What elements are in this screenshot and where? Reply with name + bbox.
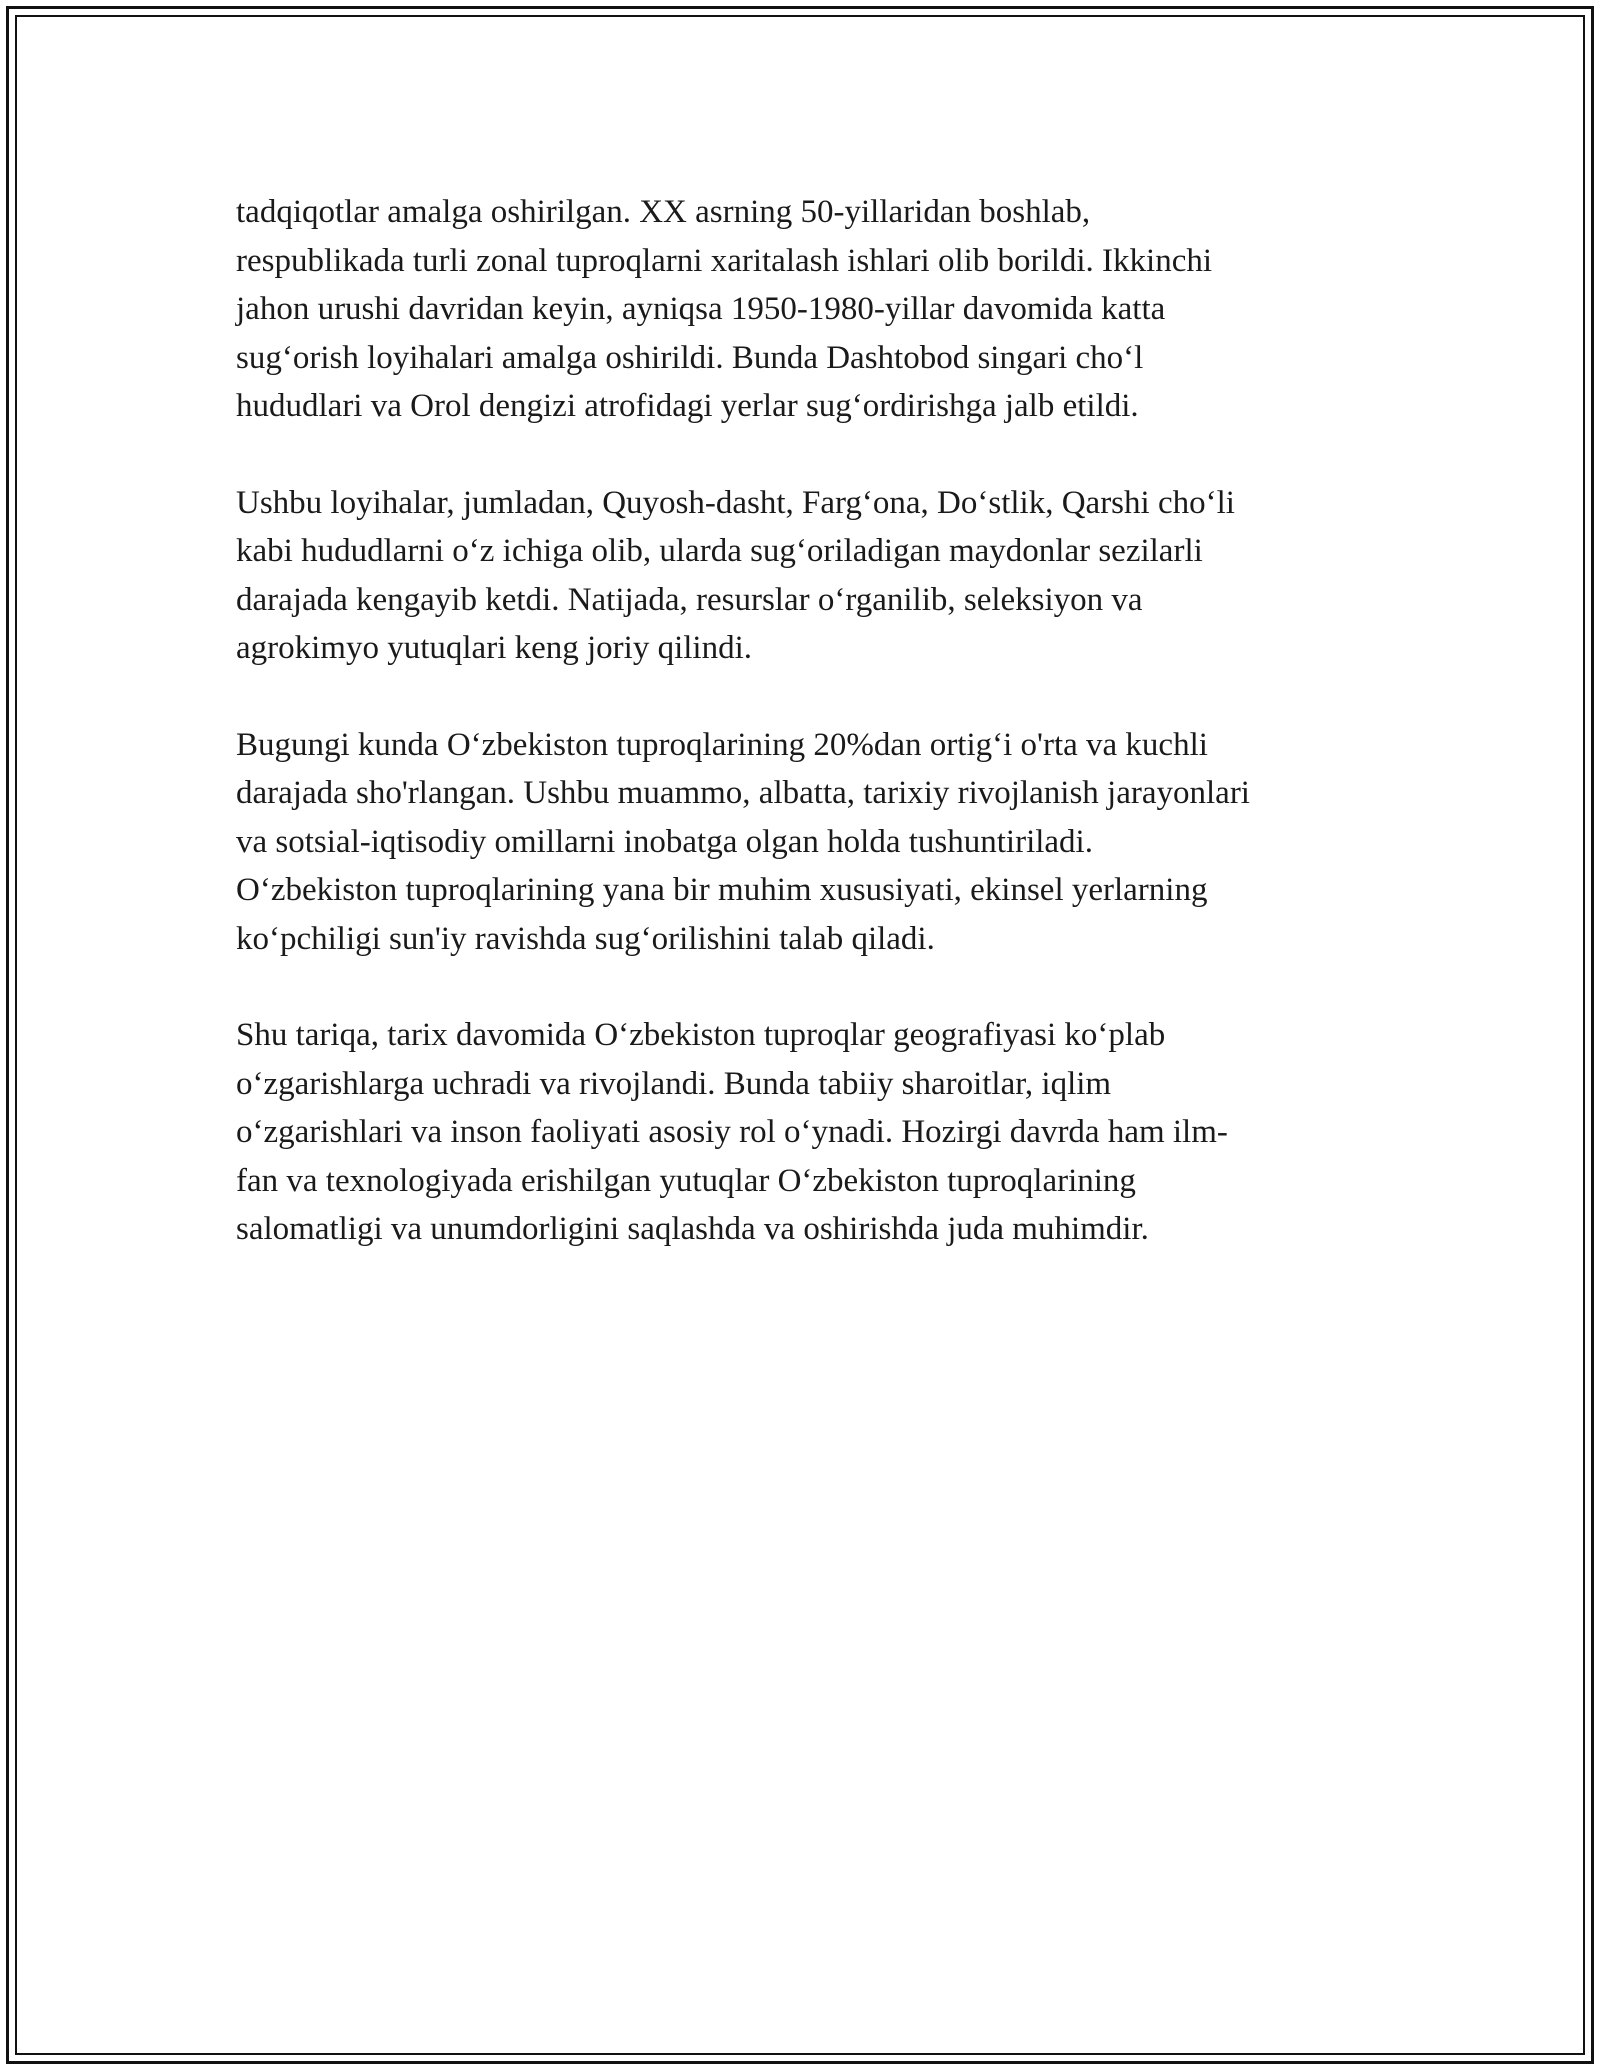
text-line: sug‘orish loyihalari amalga oshirildi. Bunda Dashtobod singari cho‘l <box>236 339 1144 376</box>
text-line: fan va texnologiyada erishilgan yutuqlar O‘zbekiston tuproqlarining <box>236 1162 1136 1199</box>
document-body <box>236 188 1366 1302</box>
text-line: Ushbu loyihalar, jumladan, Quyosh-dasht, Farg‘ona, Do‘stlik, Qarshi cho‘li <box>236 484 1235 521</box>
text-line: o‘zgarishlarga uchradi va rivojlandi. Bunda tabiiy sharoitlar, iqlim <box>236 1065 1112 1102</box>
paragraph-3 <box>236 721 1366 964</box>
paragraph-1 <box>236 188 1366 431</box>
text-line: jahon urushi davridan keyin, ayniqsa 1950-1980-yillar davomida katta <box>236 291 1166 327</box>
text-line: respublikada turli zonal tuproqlarni xaritalash ishlari olib borildi. Ikkinchi <box>236 242 1213 279</box>
text-line: O‘zbekiston tuproqlarining yana bir muhim xususiyati, ekinsel yerlarning <box>236 872 1208 908</box>
text-line: agrokimyo yutuqlari keng joriy qilindi. <box>236 630 753 666</box>
text-line: Bugungi kunda O‘zbekiston tuproqlarining 20%dan ortig‘i o'rta va kuchli <box>236 726 1208 763</box>
text-line: o‘zgarishlari va inson faoliyati asosiy rol o‘ynadi. Hozirgi davrda ham ilm- <box>236 1114 1228 1150</box>
text-line: darajada sho'rlangan. Ushbu muammo, albatta, tarixiy rivojlanish jarayonlari <box>236 775 1250 811</box>
text-line: salomatligi va unumdorligini saqlashda va oshirishda juda muhimdir. <box>236 1211 1149 1247</box>
text-line: Shu tariqa, tarix davomida O‘zbekiston tuproqlar geografiyasi ko‘plab <box>236 1017 1166 1053</box>
text-line: ko‘pchiligi sun'iy ravishda sug‘orilishini talab qiladi. <box>236 920 935 957</box>
paragraph-2 <box>236 479 1366 673</box>
paragraph-4 <box>236 1011 1366 1254</box>
text-line: hududlari va Orol dengizi atrofidagi yerlar sug‘ordirishga jalb etildi. <box>236 388 1139 424</box>
text-line: kabi hududlarni o‘z ichiga olib, ularda sug‘oriladigan maydonlar sezilarli <box>236 533 1203 569</box>
text-line: va sotsial-iqtisodiy omillarni inobatga olgan holda tushuntiriladi. <box>236 823 1093 860</box>
text-line: tadqiqotlar amalga oshirilgan. XX asrning 50-yillaridan boshlab, <box>236 194 1091 230</box>
text-line: darajada kengayib ketdi. Natijada, resurslar o‘rganilib, seleksiyon va <box>236 581 1143 618</box>
